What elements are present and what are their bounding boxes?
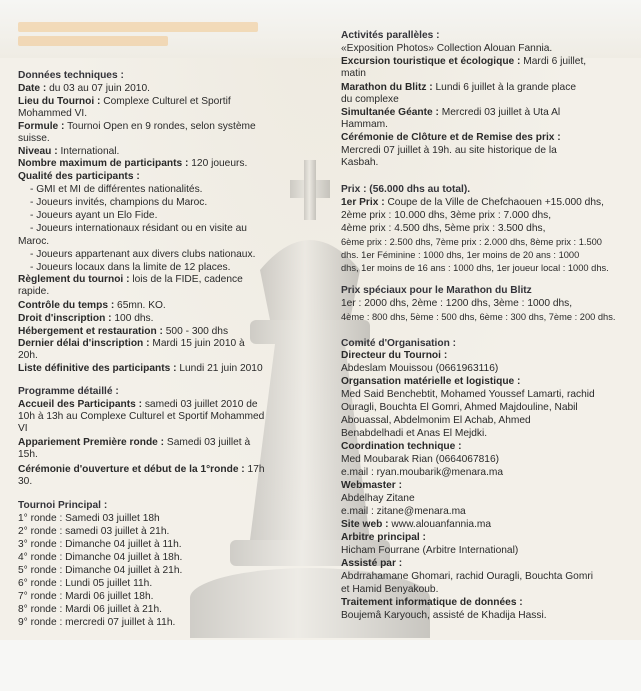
organisation-line: Med Said Benchebtit, Mohamed Youssef Lamarti, rachid xyxy=(341,389,595,400)
qualite-item: - Joueurs internationaux résidant ou en visite au xyxy=(30,223,247,234)
reglement-line-2: rapide. xyxy=(18,286,50,297)
organisation-line: Benabdelhadi et Anas El Mejdki. xyxy=(341,428,488,439)
marathon-line: Marathon du Blitz : Lundi 6 juillet à la grande place xyxy=(341,82,576,93)
ronde-item: 5° ronde : Dimanche 04 juillet à 21h. xyxy=(18,565,183,576)
assiste-line: Abdrrahamane Ghomari, rachid Ouragli, Bouchta Gomri xyxy=(341,571,593,582)
simultanee-line-2: Hammam. xyxy=(341,119,388,130)
prix-line-16: dhs, 1er moins de 16 ans : 1000 dhs, 1er joueur local : 1000 dhs. xyxy=(341,263,609,273)
webmaster-heading: Webmaster : xyxy=(341,480,402,491)
webmaster-value: Abdelhay Zitane xyxy=(341,493,415,504)
ronde-item: 3° ronde : Dimanche 04 juillet à 11h. xyxy=(18,539,182,550)
organisation-line: Abouassal, Abdelmonim El Achab, Ahmed xyxy=(341,415,531,426)
dernier-delai-line-2: 20h. xyxy=(18,350,38,361)
simultanee-line: Simultanée Géante : Mercredi 03 juillet à Uta Al xyxy=(341,107,561,118)
marathon-line-2: du complexe xyxy=(341,94,399,105)
faded-heading-decoration xyxy=(18,22,318,52)
reglement-line: Règlement du tournoi : lois de la FIDE, cadence xyxy=(18,274,243,285)
droit-line: Droit d'inscription : 100 dhs. xyxy=(18,313,154,324)
section-title-speciaux: Prix spéciaux pour le Marathon du Blitz xyxy=(341,285,532,296)
organisation-line: Ouragli, Bouchta El Gomri, Ahmed Majdouline, Nabil xyxy=(341,402,578,413)
qualite-item: - GMI et MI de différentes nationalités. xyxy=(30,184,203,195)
formule-line-2: suisse. xyxy=(18,133,50,144)
lieu-line-2: Mohammed VI. xyxy=(18,108,88,119)
exposition-line: «Exposition Photos» Collection Alouan Fannia. xyxy=(341,43,553,54)
ronde-item: 4° ronde : Dimanche 04 juillet à 18h. xyxy=(18,552,183,563)
controle-line: Contrôle du temps : 65mn. KO. xyxy=(18,300,166,311)
arbitre-heading: Arbitre principal : xyxy=(341,532,426,543)
cloture-heading: Cérémonie de Clôture et de Remise des prix : xyxy=(341,132,561,143)
excursion-line-2: matin xyxy=(341,68,366,79)
prix-line-4: 4ème prix : 4.500 dhs, 5ème prix : 3.500 dhs, xyxy=(341,223,546,234)
prix-line-2: 2ème prix : 10.000 dhs, 3ème prix : 7.000 dhs, xyxy=(341,210,552,221)
dernier-delai-line: Dernier délai d'inscription : Mardi 15 juin 2010 à xyxy=(18,338,245,349)
qualite-item: - Joueurs appartenant aux divers clubs nationaux. xyxy=(30,249,256,260)
directeur-value: Abdeslam Mouissou (0661963116) xyxy=(341,363,499,374)
ronde-item: 8° ronde : Mardi 06 juillet à 21h. xyxy=(18,604,162,615)
traitement-heading: Traitement informatique de données : xyxy=(341,597,523,608)
assiste-heading: Assisté par : xyxy=(341,558,403,569)
qualite-heading: Qualité des participants : xyxy=(18,171,140,182)
coordination-email: e.mail : ryan.moubarik@menara.ma xyxy=(341,467,504,478)
qualite-item: - Joueurs locaux dans la limite de 12 places. xyxy=(30,262,231,273)
section-title-programme: Programme détaillé : xyxy=(18,386,119,397)
qualite-item: - Joueurs invités, champions du Maroc. xyxy=(30,197,208,208)
coordination-heading: Coordination technique : xyxy=(341,441,462,452)
ceremonie-line-2: 30. xyxy=(18,476,33,487)
coordination-value: Med Moubarak Rian (0664067816) xyxy=(341,454,500,465)
speciaux-line-2: 4ème : 800 dhs, 5ème : 500 dhs, 6ème : 300 dhs, 7ème : 200 dhs. xyxy=(341,312,616,322)
traitement-value: Boujemâ Karyouch, assisté de Khadija Hassi. xyxy=(341,610,547,621)
qualite-item: - Joueurs ayant un Elo Fide. xyxy=(30,210,158,221)
arbitre-value: Hicham Fourrane (Arbitre International) xyxy=(341,545,519,556)
appariement-line-2: 15h. xyxy=(18,449,38,460)
ronde-item: 1° ronde : Samedi 03 juillet 18h xyxy=(18,513,160,524)
appariement-line: Appariement Première ronde : Samedi 03 juillet à xyxy=(18,437,251,448)
section-title-tournoi: Tournoi Principal : xyxy=(18,500,108,511)
ronde-item: 7° ronde : Mardi 06 juillet 18h. xyxy=(18,591,154,602)
prix-line-6: 6ème prix : 2.500 dhs, 7ème prix : 2.000 dhs, 8ème prix : 1.500 xyxy=(341,237,602,247)
webmaster-email: e.mail : zitane@menara.ma xyxy=(341,506,466,517)
section-title-donnees: Données techniques : xyxy=(18,70,124,81)
ceremonie-line: Cérémonie d'ouverture et début de la 1°ronde : 17h xyxy=(18,464,265,475)
accueil-line-3: VI xyxy=(18,423,28,434)
prix-line-1: 1er Prix : Coupe de la Ville de Chefchaouen +15.000 dhs, xyxy=(341,197,604,208)
directeur-heading: Directeur du Tournoi : xyxy=(341,350,448,361)
cloture-line: Mercredi 07 juillet à 19h. au site historique de la xyxy=(341,145,557,156)
speciaux-line-1: 1er : 2000 dhs, 2ème : 1200 dhs, 3ème : 1000 dhs, xyxy=(341,298,573,309)
accueil-line: Accueil des Participants : samedi 03 juillet 2010 de xyxy=(18,399,258,410)
qualite-item: Maroc. xyxy=(18,236,50,247)
liste-line: Liste définitive des participants : Lundi 21 juin 2010 xyxy=(18,363,263,374)
excursion-line: Excursion touristique et écologique : Mardi 6 juillet, xyxy=(341,56,587,67)
lieu-line: Lieu du Tournoi : Complexe Culturel et Sportif xyxy=(18,96,231,107)
ronde-item: 2° ronde : samedi 03 juillet à 21h. xyxy=(18,526,170,537)
organisation-heading: Organsation matérielle et logistique : xyxy=(341,376,521,387)
date-line: Date : du 03 au 07 juin 2010. xyxy=(18,83,150,94)
niveau-line: Niveau : International. xyxy=(18,146,120,157)
hebergement-line: Hébergement et restauration : 500 - 300 dhs xyxy=(18,326,229,337)
ronde-item: 6° ronde : Lundi 05 juillet 11h. xyxy=(18,578,153,589)
prix-line-feminine: dhs. 1er Féminine : 1000 dhs, 1er moins de 20 ans : 1000 xyxy=(341,250,580,260)
assiste-line-2: et Hamid Benyakoub. xyxy=(341,584,439,595)
cloture-line-2: Kasbah. xyxy=(341,157,379,168)
nombre-line: Nombre maximum de participants : 120 joueurs. xyxy=(18,158,248,169)
formule-line: Formule : Tournoi Open en 9 rondes, selon système xyxy=(18,121,256,132)
site-web-line: Site web : www.alouanfannia.ma xyxy=(341,519,492,530)
section-title-activites: Activités parallèles : xyxy=(341,30,440,41)
accueil-line-2: 10h à 13h au Complexe Culturel et Sportif Mohammed xyxy=(18,411,265,422)
section-title-prix: Prix : (56.000 dhs au total). xyxy=(341,184,471,195)
section-title-comite: Comité d'Organisation : xyxy=(341,338,457,349)
ronde-item: 9° ronde : mercredi 07 juillet à 11h. xyxy=(18,617,176,628)
